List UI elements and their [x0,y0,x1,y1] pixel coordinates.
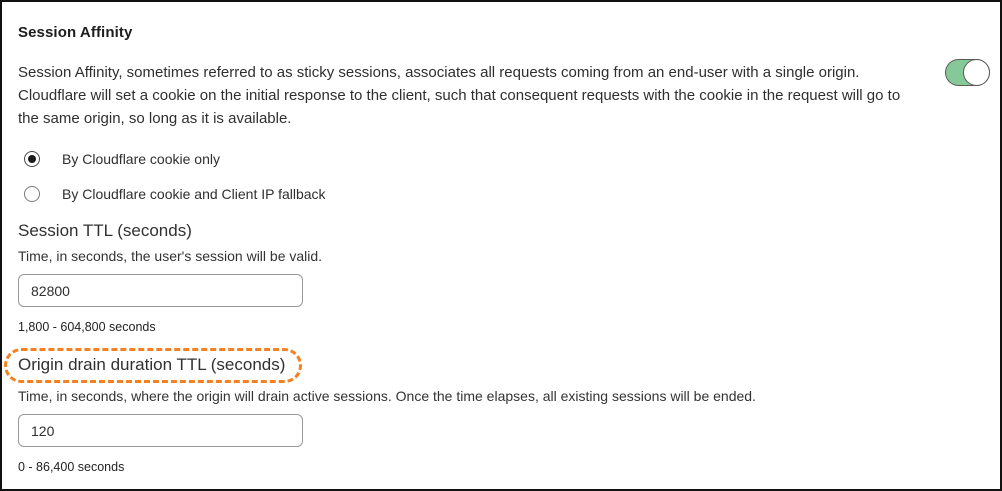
origin-drain-section [18,348,984,474]
session-ttl-range-hint: 1,800 - 604,800 seconds [18,320,156,334]
session-ttl-label: Session TTL (seconds) [18,221,192,240]
session-ttl-description: Time, in seconds, the user's session will be valid. [18,248,323,264]
radio-option-label: By Cloudflare cookie and Client IP fallback [62,186,326,202]
radio-option-label: By Cloudflare cookie only [62,151,220,167]
session-affinity-toggle[interactable] [945,59,990,86]
origin-drain-annotation-highlight [4,348,302,383]
radio-selected-icon[interactable] [24,151,40,167]
radio-option-cookie-ip-fallback[interactable] [18,186,984,202]
session-ttl-section [18,221,984,334]
session-affinity-panel [2,2,1000,489]
affinity-mode-radio-group [18,151,984,202]
origin-drain-label: Origin drain duration TTL (seconds) [18,355,286,374]
panel-description: Session Affinity, sometimes referred to as sticky sessions, associates all requests coming from an end-user with a single origin. Cloudflare will set a cookie on the initial response to the client, such that consequent requests with the cookie in the request will go to the same origin, so long as it is available. [18,64,901,127]
radio-unselected-icon[interactable] [24,186,40,202]
origin-drain-range-hint: 0 - 86,400 seconds [18,460,125,474]
session-ttl-input[interactable] [18,274,303,307]
origin-drain-description: Time, in seconds, where the origin will drain active sessions. Once the time elapses, all existing sessions will be ended. [18,388,756,404]
toggle-knob-icon [963,59,990,86]
radio-option-cookie-only[interactable] [18,151,984,167]
panel-title: Session Affinity [18,24,133,41]
origin-drain-input[interactable] [18,414,303,447]
